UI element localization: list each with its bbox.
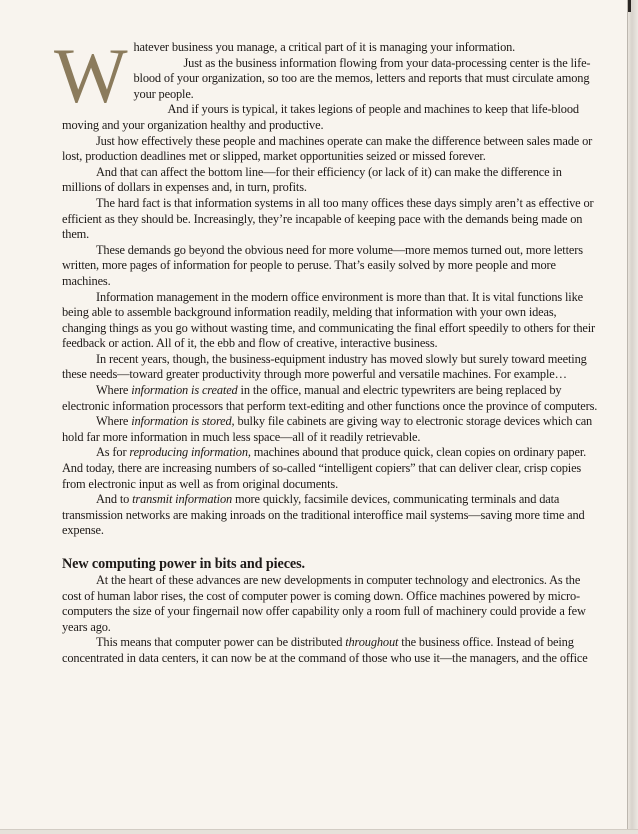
example-lead: As for [96,445,130,460]
example-emphasis: information is created [131,383,238,398]
paragraph: Just how effectively these people and machines operate can make the difference between sales made or lost, production deadlines met or slipped, market opportunities seized or missed forever. [62,133,593,164]
example-lead: Where [96,414,132,429]
intro-paragraph: Just as the business information flowing from your data-processing center is the life-blood of your organization, so too are the memos, letters and reports that must circulate among your people. [133,55,591,101]
paragraph: The hard fact is that information systems in all too many offices these days simply aren’t as effective or efficient as they should be. Increasingly, they’re incapable of keeping pace with the demands being made on them. [62,195,594,242]
page-edge-shadow [627,0,638,834]
section-heading: New computing power in bits and pieces. [62,556,305,572]
section-paragraph: At the heart of these advances are new developments in computer technology and electronics. As the cost of human labor rises, the cost of computer power is coming down. Office machines powered by micro-computers the size of your fingernail now offer capability only a room full of machinery could provide a few years ago. [62,573,586,634]
example-lead: Where [96,383,132,398]
drop-cap: W [54,32,128,119]
paragraph: Information management in the modern office environment is more than that. It is vital functions like being able to assemble background information readily, melding that information with your own ideas, changing things as you go without wasting time, and communicating the final effort speedily to others for their feedback or action. All of it, the ebb and flow of creative, interactive business. [62,289,596,351]
example-paragraph [62,445,602,492]
example-text: machines abound that produce quick, clean copies on ordinary paper. And today, there are increasing numbers of so-called “intelligent copiers” that can deliver clear, crisp copies from electronic input as well as from original documents. [62,445,587,491]
example-emphasis: transmit information [132,492,233,507]
example-text: bulky file cabinets are giving way to electronic storage devices which can hold far more information in much less space—all of it readily retrievable. [62,414,593,444]
page-bottom-edge [0,829,638,834]
example-lead: And to [96,492,133,507]
paragraph: And that can affect the bottom line—for their efficiency (or lack of it) can make the difference in millions of dollars in expenses and, in turn, profits. [62,164,562,195]
example-emphasis: reproducing information, [129,445,251,460]
section-emphasis: throughout [345,635,399,650]
example-paragraph [62,492,602,539]
example-text: more quickly, facsimile devices, communicating terminals and data transmission networks are making inroads on the traditional interoffice mail systems—saving more time and expense. [62,492,585,538]
paragraph: These demands go beyond the obvious need for more volume—more memos turned out, more letters written, more pages of information for people to peruse. That’s easily solved by more people and more machines. [62,242,583,288]
section-paragraph [62,635,602,666]
page-corner-mark [628,0,631,12]
example-paragraph [62,383,602,414]
example-text: in the office, manual and electric typewriters are being replaced by electronic information processors that perform text-editing and other functions once the province of computers. [62,383,598,413]
paragraph: In recent years, though, the business-equipment industry has moved slowly but surely toward meeting these needs—toward greater productivity through more powerful and versatile machines. For example… [62,351,587,382]
paragraph: And if yours is typical, it takes legions of people and machines to keep that life-blood moving and your organization healthy and productive. [62,102,579,132]
intro-line: hatever business you manage, a critical part of it is managing your information. [133,40,516,54]
section-text: the business office. Instead of being concentrated in data centers, it can now be at the command of those who use it—the managers, and the office [62,635,588,665]
article-body [54,32,602,667]
example-paragraph [62,414,602,445]
section-lead: This means that computer power can be distributed [96,635,346,650]
example-emphasis: information is stored, [131,414,235,429]
